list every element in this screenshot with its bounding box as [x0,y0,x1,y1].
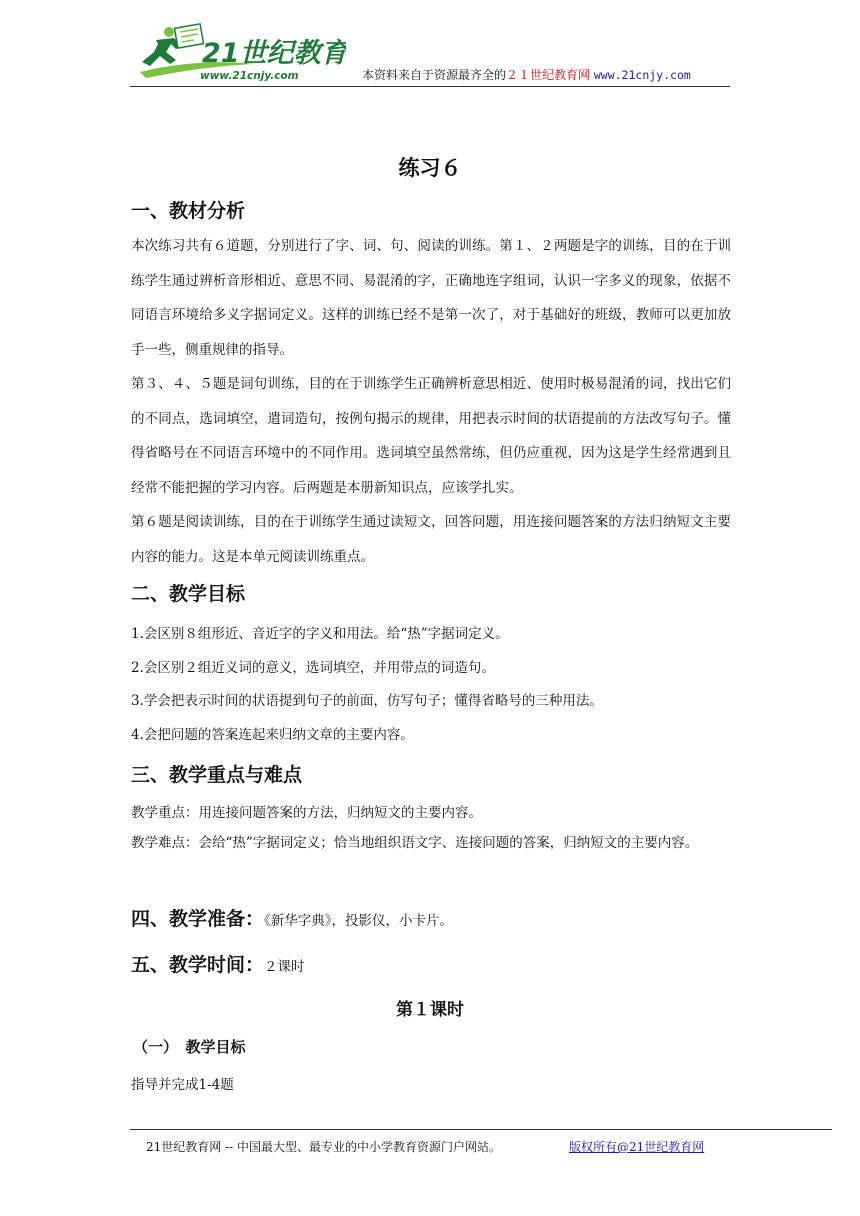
analysis-paragraph-1: 本次练习共有６道题，分别进行了字、词、句、阅读的训练。第１、２两题是字的训练，目的在于训练学生通过辨析音形相近、意思不同、易混淆的字，正确地连字组词，认识一字多义的现象，依据不同语言环境给多义字据词定义。这样的训练已经不是第一次了，对于基础好的班级，教师可以更加放手一些，侧重规律的指导。 [131,238,731,358]
analysis-paragraph-2: 第３、４、５题是词句训练，目的在于训练学生正确辨析意思相近、使用时极易混淆的词，找出它们的不同点，选词填空，遣词造句，按例句揭示的规律，用把表示时间的状语提前的方法改写句子。懂得省略号在不同语言环境中的不同作用。选词填空虽然常练，但仍应重视，因为这是学生经常遇到且经常不能把握的学习内容。后两题是本册新知识点，应该学扎实。 [131,376,731,496]
goal-item: 4.会把问题的答案连起来归纳文章的主要内容。 [131,727,414,743]
page-header [130,20,730,87]
section-time [131,950,305,977]
logo-url: www.21cnjy.com [200,70,299,82]
lesson-sub-heading: （一） 教学目标 [133,1038,246,1056]
time-heading: 五、教学时间： [131,954,265,976]
logo-text: 21世纪教育 [202,38,346,69]
footer-divider [130,1129,832,1130]
preparation-text: 《新华字典》，投影仪，小卡片。 [264,913,454,929]
header-note-url[interactable]: www.21cnjy.com [593,68,691,82]
footer-copyright-link[interactable]: 版权所有@21世纪教育网 [569,1140,705,1154]
analysis-paragraph-3: 第６题是阅读训练，目的在于训练学生通过读短文，回答问题，用连接问题答案的方法归纳短文主要内容的能力。这是本单元阅读训练重点。 [131,514,731,565]
document-title: 练习６ [398,155,462,180]
section-heading-analysis: 一、教材分析 [131,200,246,222]
header-note [362,66,691,83]
site-logo[interactable] [136,22,346,84]
time-text: ２课时 [264,959,305,975]
header-note-brand: ２１世纪教育网 [506,68,591,82]
key-point-text: 教学重点：用连接问题答案的方法，归纳短文的主要内容。 [131,805,482,821]
section-heading-goals: 二、教学目标 [131,583,246,605]
footer-text: 21世纪教育网 -- 中国最大型、最专业的中小学教育资源门户网站。 [146,1140,502,1154]
goal-item: 3.学会把表示时间的状语提到句子的前面，仿写句子；懂得省略号的三种用法。 [131,693,603,709]
section-heading-key-points: 三、教学重点与难点 [131,764,303,786]
preparation-heading: 四、教学准备： [131,908,265,930]
header-note-prefix: 本资料来自于资源最齐全的 [362,68,507,82]
difficulty-text: 教学难点：会给“热”字据词定义；恰当地组织语文字、连接问题的答案，归纳短文的主要内容。 [131,835,699,851]
section-preparation [131,904,453,931]
goal-item: 1.会区别８组形近、音近字的字义和用法。给“热”字据词定义。 [131,626,509,642]
lesson-title: 第１课时 [396,1000,464,1020]
lesson-sub-text: 指导并完成1-4题 [131,1077,234,1093]
goal-item: 2.会区别２组近义词的意义，选词填空，并用带点的词造句。 [131,660,495,676]
runner-logo-icon [136,22,346,84]
